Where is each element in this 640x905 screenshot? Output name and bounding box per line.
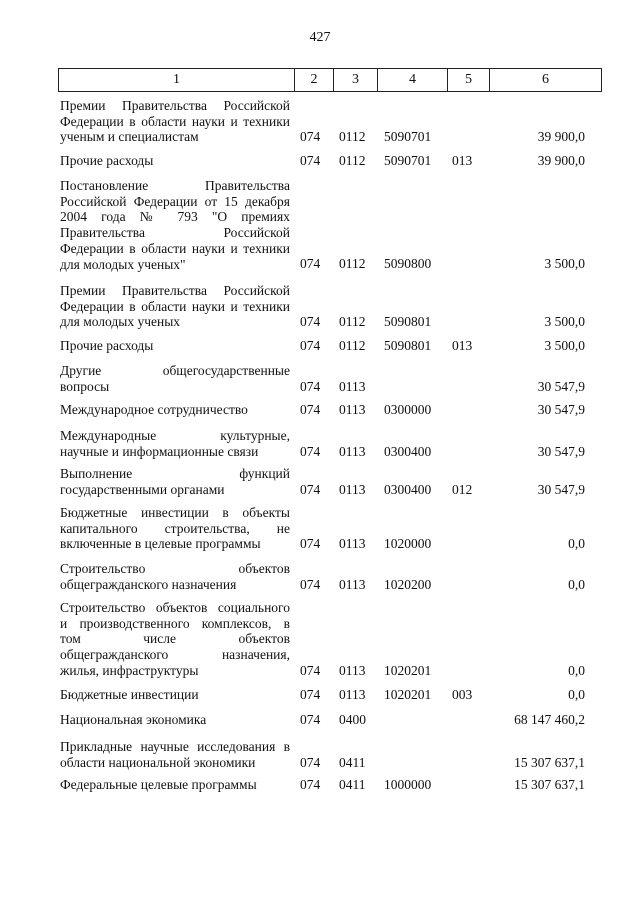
- row-description: [60, 687, 290, 703]
- row-description-line: Бюджетные инвестиции: [60, 687, 199, 702]
- row-description-line: Международные культурные,: [60, 428, 290, 443]
- row-description-line: Премии Правительства Российской: [60, 98, 290, 113]
- column-header-6: 6: [490, 69, 602, 92]
- row-description-line: для молодых ученых": [60, 256, 186, 272]
- row-description-line: Российской Федерации от 15 декабря: [60, 193, 290, 209]
- row-cell-c4: 0300400: [384, 481, 432, 497]
- row-cell-c4: 1020200: [384, 576, 432, 592]
- row-cell-c2: 074: [300, 536, 321, 552]
- row-cell-c6: 30 547,9: [537, 378, 585, 394]
- row-description-line: Постановление Правительства: [60, 178, 290, 193]
- row-description-line: государственными органами: [60, 481, 225, 497]
- table-row: [0, 402, 640, 418]
- row-description-line: общегражданского назначения: [60, 576, 237, 592]
- row-cell-c3: 0113: [339, 378, 366, 394]
- row-description-line: Правительства Российской: [60, 225, 290, 241]
- row-cell-c4: 5090701: [384, 152, 432, 168]
- row-description: [60, 600, 290, 679]
- row-description: [60, 283, 290, 330]
- row-cell-c2: 074: [300, 152, 321, 168]
- row-cell-c3: 0113: [339, 401, 366, 417]
- column-header-3: 3: [334, 69, 378, 92]
- row-cell-c6: 39 900,0: [537, 129, 585, 145]
- row-cell-c4: 1020000: [384, 536, 432, 552]
- column-header-row: [59, 69, 602, 92]
- row-cell-c3: 0411: [339, 776, 366, 792]
- row-cell-c2: 074: [300, 314, 321, 330]
- row-description: [60, 98, 290, 145]
- row-description: [60, 561, 290, 592]
- row-description-line: Федерации в области науки и техники: [60, 113, 290, 129]
- row-cell-c3: 0113: [339, 662, 366, 678]
- row-description: [60, 402, 290, 418]
- row-description: [60, 712, 290, 728]
- row-cell-c4: 5090801: [384, 337, 432, 353]
- row-description-line: Премии Правительства Российской: [60, 283, 290, 298]
- row-cell-c4: 5090701: [384, 129, 432, 145]
- row-description-line: Федеральные целевые программы: [60, 777, 257, 792]
- row-cell-c2: 074: [300, 776, 321, 792]
- row-description-line: капитального строительства, не: [60, 520, 290, 536]
- row-cell-c3: 0112: [339, 256, 366, 272]
- row-description: [60, 178, 290, 272]
- table-row: [0, 363, 640, 394]
- column-header-1: 1: [59, 69, 295, 92]
- row-cell-c6: 0,0: [568, 686, 585, 702]
- row-description-line: Национальная экономика: [60, 712, 207, 727]
- row-cell-c2: 074: [300, 337, 321, 353]
- row-description-line: для молодых ученых: [60, 314, 181, 330]
- row-description-line: Выполнение функций: [60, 466, 290, 481]
- row-cell-c4: 5090800: [384, 256, 432, 272]
- table-row: [0, 178, 640, 272]
- row-cell-c3: 0400: [339, 711, 366, 727]
- row-cell-c2: 074: [300, 686, 321, 702]
- row-description: [60, 505, 290, 552]
- column-header-table: [58, 68, 602, 92]
- row-cell-c3: 0112: [339, 337, 366, 353]
- row-description-line: Прикладные научные исследования в: [60, 739, 290, 754]
- row-description: [60, 428, 290, 459]
- row-description-line: Федерации в области науки и техники: [60, 298, 290, 314]
- row-cell-c6: 30 547,9: [537, 443, 585, 459]
- row-cell-c2: 074: [300, 662, 321, 678]
- table-row: [0, 338, 640, 354]
- row-cell-c3: 0411: [339, 754, 366, 770]
- row-description-line: Бюджетные инвестиции в объекты: [60, 505, 290, 520]
- row-cell-c5: 013: [452, 337, 473, 353]
- row-cell-c2: 074: [300, 378, 321, 394]
- table-row: [0, 98, 640, 145]
- row-description-line: области национальной экономики: [60, 754, 256, 770]
- row-description-line: Прочие расходы: [60, 153, 154, 168]
- row-cell-c4: 5090801: [384, 314, 432, 330]
- table-row: [0, 777, 640, 793]
- row-description-line: научные и информационные связи: [60, 443, 259, 459]
- row-description-line: 2004 года № 793 "О премиях: [60, 209, 290, 225]
- row-cell-c6: 0,0: [568, 576, 585, 592]
- row-cell-c6: 68 147 460,2: [514, 711, 585, 727]
- table-row: [0, 561, 640, 592]
- row-cell-c3: 0112: [339, 129, 366, 145]
- row-cell-c3: 0112: [339, 152, 366, 168]
- table-row: [0, 600, 640, 679]
- table-row: [0, 283, 640, 330]
- row-description-line: вопросы: [60, 378, 110, 394]
- row-cell-c5: 012: [452, 481, 473, 497]
- row-description-line: Строительство объектов: [60, 561, 290, 576]
- row-cell-c6: 0,0: [568, 536, 585, 552]
- row-cell-c2: 074: [300, 256, 321, 272]
- row-cell-c2: 074: [300, 129, 321, 145]
- row-cell-c6: 3 500,0: [544, 256, 585, 272]
- row-cell-c3: 0113: [339, 686, 366, 702]
- row-cell-c6: 15 307 637,1: [514, 776, 585, 792]
- row-cell-c4: 1020201: [384, 686, 432, 702]
- table-row: [0, 739, 640, 770]
- row-cell-c5: 013: [452, 152, 473, 168]
- row-cell-c4: 0300000: [384, 401, 432, 417]
- row-cell-c4: 1000000: [384, 776, 432, 792]
- row-cell-c3: 0112: [339, 314, 366, 330]
- row-description-line: том числе объектов: [60, 631, 290, 647]
- row-cell-c2: 074: [300, 481, 321, 497]
- row-cell-c6: 0,0: [568, 662, 585, 678]
- row-cell-c3: 0113: [339, 443, 366, 459]
- table-row: [0, 712, 640, 728]
- row-description-line: ученым и специалистам: [60, 129, 199, 145]
- row-cell-c6: 3 500,0: [544, 337, 585, 353]
- row-description: [60, 777, 290, 793]
- column-header-4: 4: [378, 69, 448, 92]
- row-cell-c3: 0113: [339, 536, 366, 552]
- page-number: 427: [309, 30, 331, 45]
- row-description-line: Другие общегосударственные: [60, 363, 290, 378]
- row-description-line: Строительство объектов социального: [60, 600, 290, 615]
- table-row: [0, 428, 640, 459]
- column-header-2: 2: [295, 69, 334, 92]
- row-description-line: и производственного комплексов, в: [60, 615, 290, 631]
- row-cell-c2: 074: [300, 443, 321, 459]
- row-cell-c4: 0300400: [384, 443, 432, 459]
- row-cell-c2: 074: [300, 401, 321, 417]
- row-cell-c2: 074: [300, 711, 321, 727]
- row-cell-c2: 074: [300, 754, 321, 770]
- row-cell-c6: 30 547,9: [537, 401, 585, 417]
- row-cell-c4: 1020201: [384, 662, 432, 678]
- row-cell-c6: 39 900,0: [537, 152, 585, 168]
- row-description: [60, 466, 290, 497]
- row-cell-c6: 15 307 637,1: [514, 754, 585, 770]
- table-row: [0, 153, 640, 169]
- row-cell-c3: 0113: [339, 481, 366, 497]
- row-cell-c3: 0113: [339, 576, 366, 592]
- column-header-5: 5: [448, 69, 490, 92]
- row-cell-c5: 003: [452, 686, 473, 702]
- row-cell-c2: 074: [300, 576, 321, 592]
- row-description-line: Международное сотрудничество: [60, 402, 248, 417]
- row-description-line: Прочие расходы: [60, 338, 154, 353]
- table-row: [0, 466, 640, 497]
- row-description-line: жилья, инфраструктуры: [60, 662, 199, 678]
- table-row: [0, 687, 640, 703]
- row-description-line: включенные в целевые программы: [60, 536, 261, 552]
- row-description: [60, 739, 290, 770]
- row-description: [60, 363, 290, 394]
- row-description: [60, 338, 290, 354]
- table-row: [0, 505, 640, 552]
- row-description-line: Федерации в области науки и техники: [60, 240, 290, 256]
- row-cell-c6: 30 547,9: [537, 481, 585, 497]
- row-cell-c6: 3 500,0: [544, 314, 585, 330]
- row-description-line: общегражданского назначения,: [60, 647, 290, 663]
- row-description: [60, 153, 290, 169]
